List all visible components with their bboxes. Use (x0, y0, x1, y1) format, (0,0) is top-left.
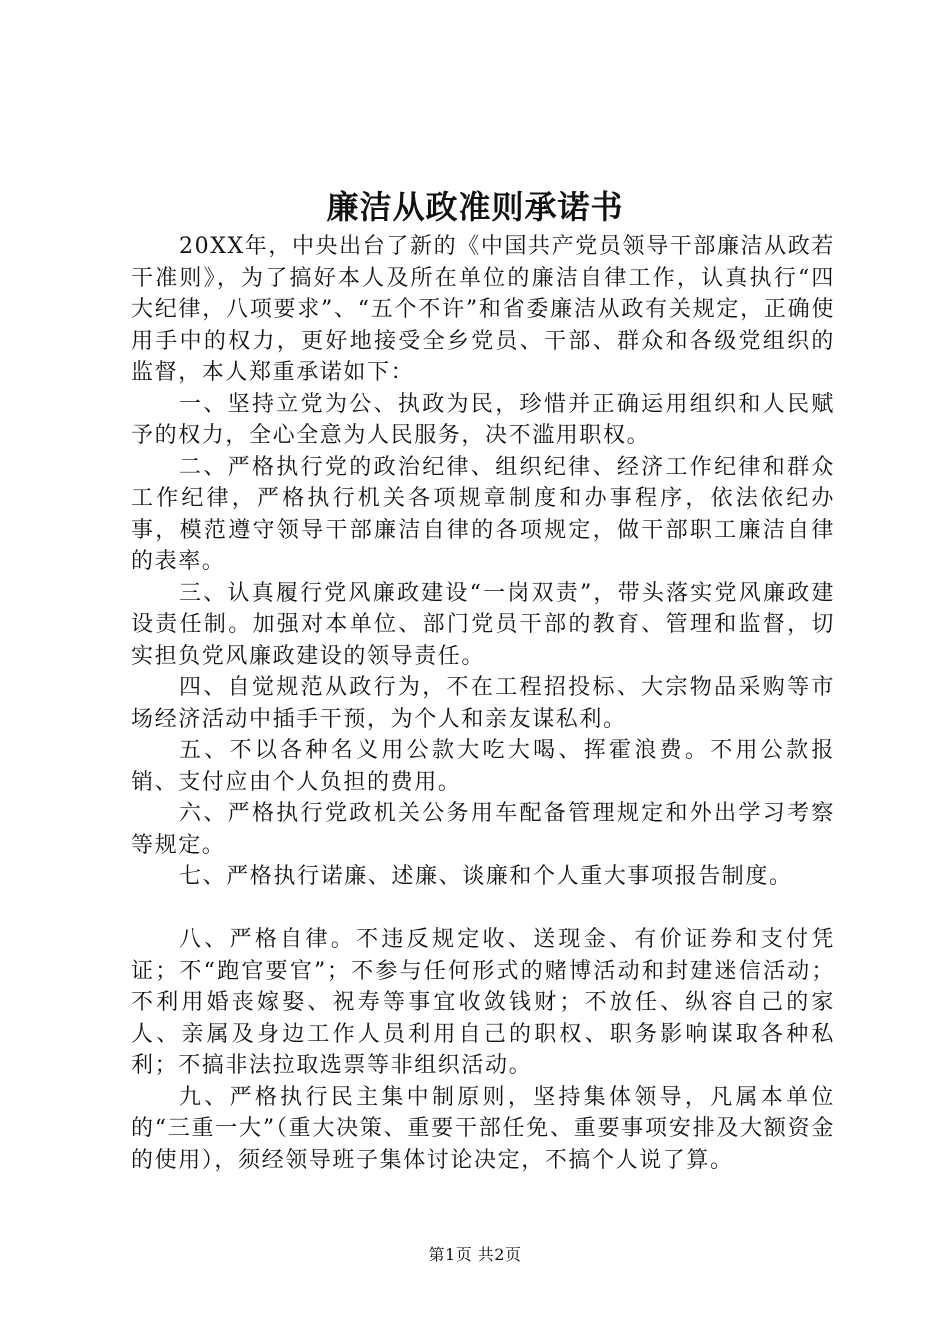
pledge-item-9: 九、严格执行民主集中制原则，坚持集体领导，凡属本单位的“三重一大”（重大决策、重要干部任免、重要事项安排及大额资金的使用），须经领导班子集体讨论决定，不搞个人说了算。 (131, 1084, 835, 1173)
pledge-item-4: 四、自觉规范从政行为，不在工程招投标、大宗物品采购等市场经济活动中插手干预，为个人和亲友谋私利。 (131, 675, 835, 732)
pledge-item-8: 八、严格自律。不违反规定收、送现金、有价证券和支付凭证；不“跑官要官”；不参与任何形式的赌博活动和封建迷信活动；不利用婚丧嫁娶、祝寿等事宜收敛钱财；不放任、纵容自己的家人、亲属及身边工作人员利用自己的职权、职务影响谋取各种私利；不搞非法拉取选票等非组织活动。 (131, 927, 835, 1078)
pledge-item-6: 六、严格执行党政机关公务用车配备管理规定和外出学习考察等规定。 (131, 801, 835, 858)
document-body (131, 231, 835, 1176)
intro-paragraph: 20XX年，中央出台了新的《中国共产党员领导干部廉洁从政若干准则》，为了搞好本人及所在单位的廉洁自律工作，认真执行“四大纪律，八项要求”、“五个不许”和省委廉洁从政有关规定，正确使用手中的权力，更好地接受全乡党员、干部、群众和各级党组织的监督，本人郑重承诺如下： (131, 234, 835, 385)
page-number: 第1页 共2页 (428, 1245, 522, 1264)
pledge-item-1: 一、坚持立党为公、执政为民，珍惜并正确运用组织和人民赋予的权力，全心全意为人民服务，决不滥用职权。 (131, 391, 835, 448)
document-title: 廉洁从政准则承诺书 (326, 188, 624, 226)
pledge-item-2: 二、严格执行党的政治纪律、组织纪律、经济工作纪律和群众工作纪律，严格执行机关各项规章制度和办事程序，依法依纪办事，模范遵守领导干部廉洁自律的各项规定，做干部职工廉洁自律的表率。 (131, 454, 835, 574)
pledge-item-5: 五、不以各种名义用公款大吃大喝、挥霍浪费。不用公款报销、支付应由个人负担的费用。 (131, 738, 835, 795)
pledge-item-3: 三、认真履行党风廉政建设“一岗双责”，带头落实党风廉政建设责任制。加强对本单位、部门党员干部的教育、管理和监督，切实担负党风廉政建设的领导责任。 (131, 580, 835, 669)
pledge-item-7: 七、严格执行诺廉、述廉、谈廉和个人重大事项报告制度。 (179, 864, 793, 889)
